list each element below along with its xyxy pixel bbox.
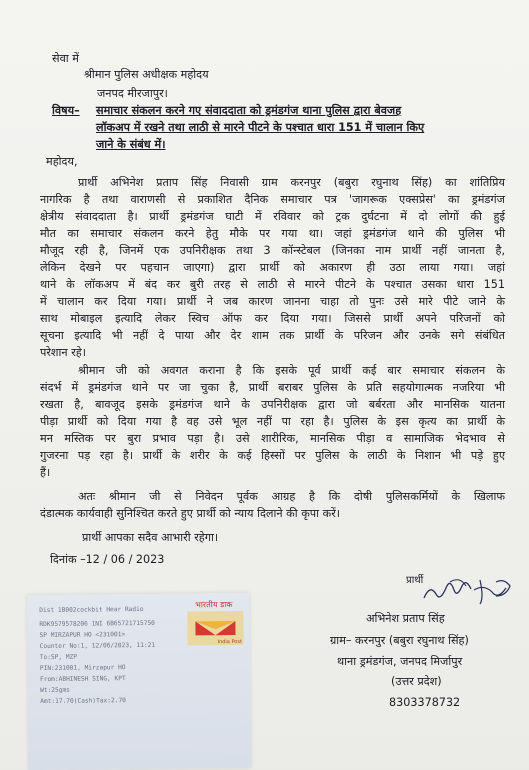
- recipient-line: श्रीमान पुलिस अधीक्षक महोदय: [84, 68, 209, 81]
- para-line: हैं।: [40, 466, 51, 479]
- para-line: सूचना इत्यादि भी नहीं दे पाया और देर शाम तक प्रार्थी के परिजन और उनके सगे संबंधित: [40, 329, 505, 342]
- sender-phone: 8303378732: [389, 696, 461, 709]
- greeting: महोदय,: [46, 155, 78, 168]
- date: दिनांक –12 / 06 / 2023: [50, 553, 165, 566]
- para-line: पीड़ा प्रार्थी को दिया गया है वह उसे भूल नहीं पा रहा है। पुलिस के इस कृत्य का प्रार्थी के: [40, 415, 505, 428]
- subject-line: लॉकअप में रखने तथा लाठी से मारने पीटने के पश्चात धारा 151 में चालान किए: [96, 121, 425, 134]
- sender-state: (उत्तर प्रदेश): [391, 675, 442, 688]
- receipt-line: Dist 1B002cockbit Hear Radio: [39, 605, 144, 615]
- para-line: नागरिक है तथा वाराणसी से प्रकाशित दैनिक समाचार पत्र 'जागरूक एक्सप्रेस' का ड्रमंडगंज: [40, 193, 505, 206]
- para-line: श्रीमान जी को अवगत कराना है कि इसके पूर्व प्रार्थी कई बार समाचार संकलन के: [78, 364, 505, 377]
- sender-address: ग्राम– करनपुर (बबुरा रघुनाथ सिंह): [330, 634, 469, 647]
- para-line: लेकिन देखने पर पहचान जाएगा) द्वारा प्रार्थी को अकारण ही उठा लाया गया। जहां: [40, 261, 505, 274]
- india-post-logo-icon: [187, 601, 243, 646]
- svg-text:India Post: India Post: [217, 638, 242, 646]
- sender-address: थाना ड्रमंडगंज, जनपद मिर्जापुर: [337, 655, 463, 668]
- salutation-to: सेवा में: [52, 52, 79, 65]
- receipt-line: From:ABHINESH SING, KPT: [39, 675, 126, 684]
- receipt-line: Counter No:1, 12/06/2023, 11:21: [39, 641, 156, 651]
- receipt-line: Amt:17.70(Cash)Tax:2.70: [40, 697, 126, 706]
- para-line: परेशान रहे।: [40, 346, 86, 359]
- receipt-line: Wt:25gms: [40, 686, 70, 695]
- receipt-line: SP MIRZAPUR HO <231001>: [39, 631, 126, 640]
- sender-label: प्रार्थी: [406, 575, 424, 586]
- para-line: प्रार्थी अभिनेश प्रताप सिंह निवासी ग्राम करनपुर (बबुरा रघुनाथ सिंह) का शांतिप्रिय: [78, 176, 505, 189]
- para-line: साथ मोबाइल इत्यादि लेकर स्विच ऑफ कर दिया गया। जिससे प्रार्थी अपने परिजनों को: [40, 312, 505, 325]
- para-line: मौत का समाचार संकलन करने हेतु मौके पर गया था। जहां ड्रमंडगंज थाने की पुलिस भी: [40, 227, 505, 240]
- receipt-line: RDK9579578206 1NI 6B65721715750: [39, 619, 155, 629]
- signature: [418, 568, 518, 612]
- para-line: मन मस्तिक पर बुरा प्रभाव पड़ा है। उसे शारीरिक, मानसिक पीड़ा व सामाजिक भेदभाव से: [40, 432, 505, 445]
- para-line: थाने के लॉकअप में बंद कर बुरी तरह से लाठी से मारने पीटने के पश्चात उसका धारा 151: [40, 278, 505, 291]
- receipt-line: PIN:231001, Mirzapur HO: [39, 664, 126, 673]
- postal-receipt: [27, 593, 251, 770]
- closing-line: प्रार्थी आपका सदैव आभारी रहेगा।: [82, 531, 219, 544]
- subject-line: जाने के संबंध में।: [96, 138, 166, 151]
- receipt-line: To:SP, MZP: [39, 653, 78, 662]
- para-line: क्षेत्रीय संवाददाता है। प्रार्थी ड्रमंडगंज घाटी में रविवार को ट्रक दुर्घटना में दो लोगों की हुई: [40, 210, 505, 223]
- para-line: संदर्भ में ड्रमंडगंज थाने पर जा चुका है, प्रार्थी बराबर पुलिस के प्रति सहयोगात्मक नजरिया भी: [40, 381, 505, 394]
- para-line: अतः श्रीमान जी से निवेदन पूर्वक आग्रह है कि दोषी पुलिसकर्मियों के खिलाफ: [78, 490, 505, 503]
- para-line: रखता है, बावजूद इसके ड्रमंडगंज थाने के उपनिरीक्षक द्वारा जो बर्बरता और मानसिक यातना: [40, 398, 505, 411]
- receipt-header: भारतीय डाक: [195, 600, 233, 610]
- para-line: गुजरना पड़ रहा है। प्रार्थी के शरीर के कई हिस्सों पर पुलिस के लाठी के निशान भी पड़े हुए: [40, 449, 505, 462]
- subject-line: समाचार संकलन करने गए संवाददाता को ड्रमंडगंज थाना पुलिस द्वारा बेवजह: [96, 104, 402, 117]
- recipient-line: जनपद मीरजापुर।: [97, 87, 168, 100]
- subject-label: विषय–: [52, 104, 80, 117]
- sender-name: अभिनेश प्रताप सिंह: [366, 612, 445, 625]
- para-line: दंडात्मक कार्यवाही सुनिश्चित करते हुए प्रार्थी को न्याय दिलाने की कृपा करें।: [40, 507, 341, 520]
- para-line: मौजूद रही है, जिनमें एक उपनिरीक्षक तथा 3 कॉन्स्टेबल (जिनका नाम प्रार्थी नहीं जानता है,: [40, 244, 505, 257]
- para-line: में चालान कर दिया गया। प्रार्थी ने जब कारण जानना चाहा तो पुनः उसे मारे पीटे जाने के: [40, 295, 505, 308]
